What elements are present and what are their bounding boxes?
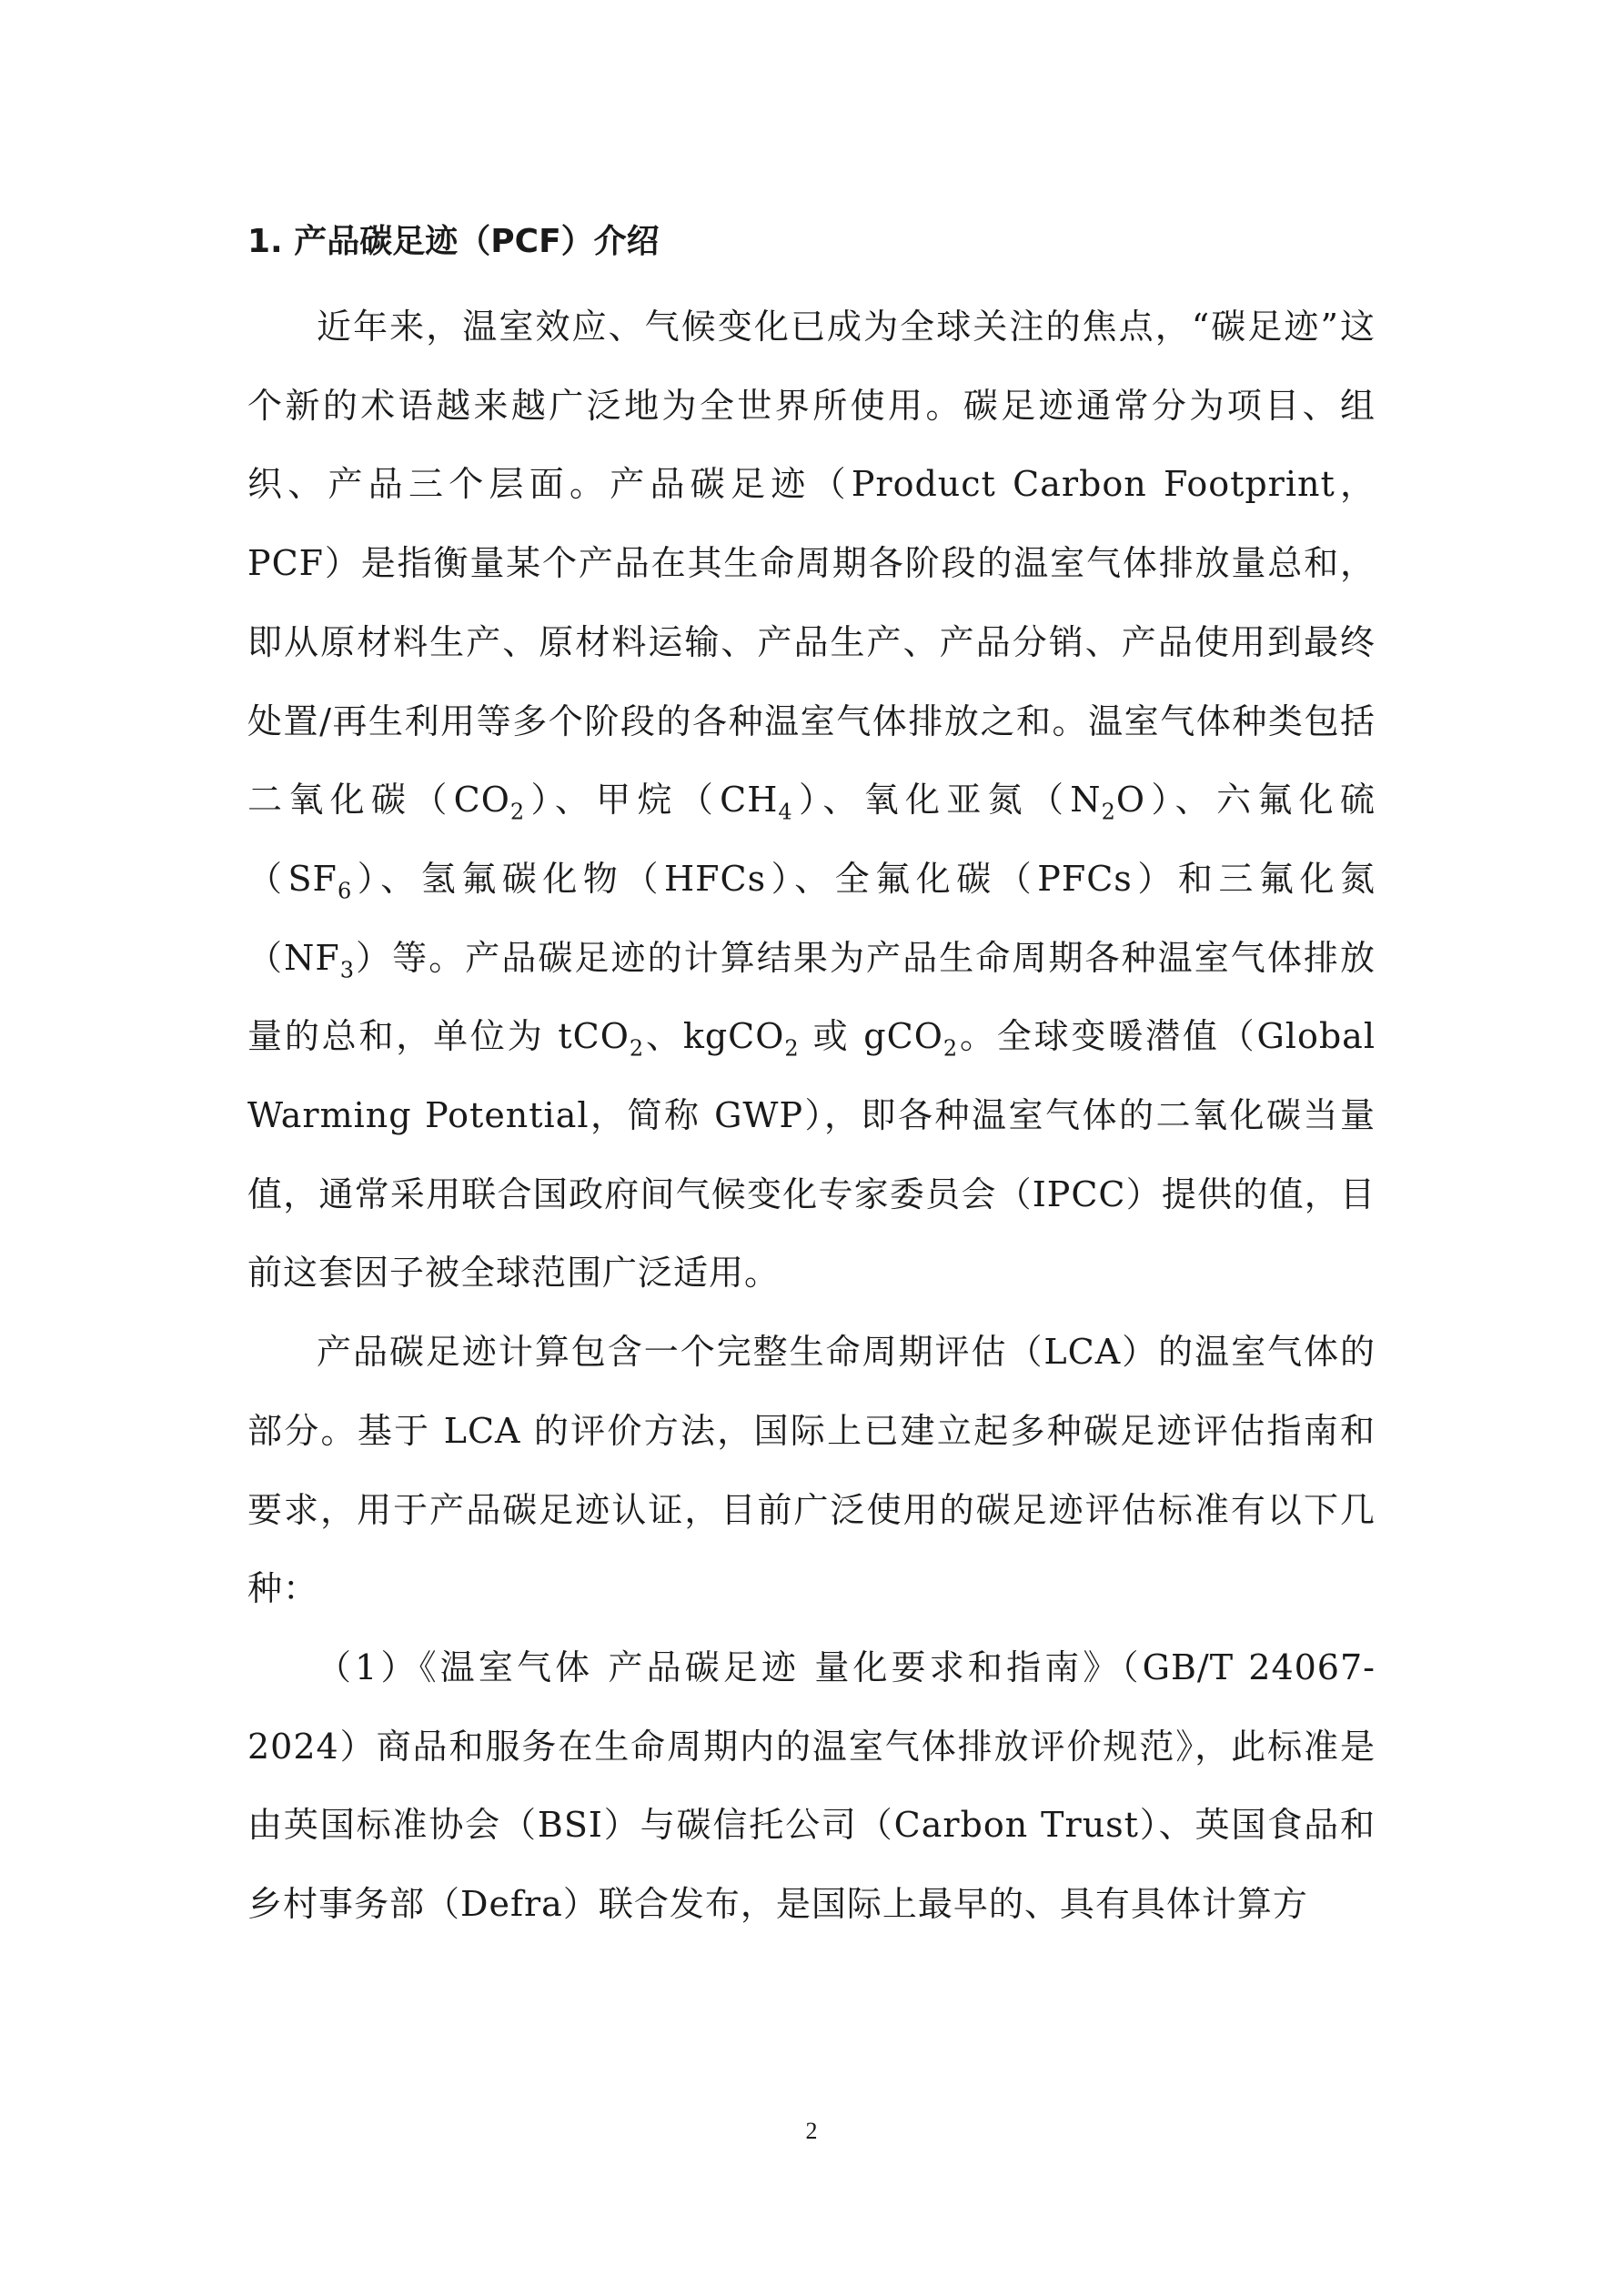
subscript: 2 <box>1101 799 1116 825</box>
subscript: 2 <box>943 1035 959 1062</box>
subscript: 2 <box>784 1035 800 1062</box>
subscript: 2 <box>629 1035 645 1062</box>
text-run: ）、氢氟碳化物（HFCs）、全氟化碳（PFCs）和三氟化氮（NF <box>247 858 1376 978</box>
text-run: 。全球变暖潜值（Global Warming Potential，简称 GWP），即各种温室气体的二氧化碳当量值，通常采用联合国政府间气候变化专家委员会（IPCC）提供的值，目前这套因子被全球范围广泛适用。 <box>247 1016 1376 1294</box>
text-run: ）等。产品碳足迹的计算结果为产品生命周期各种温室气体排放量的总和，单位为 tCO <box>247 937 1376 1057</box>
subscript: 2 <box>509 799 526 825</box>
paragraph-lca-standards: 产品碳足迹计算包含一个完整生命周期评估（LCA）的温室气体的部分。基于 LCA 的评价方法，国际上已建立起多种碳足迹评估指南和要求，用于产品碳足迹认证，目前广泛使用的碳足迹评估标准有以下几种： <box>247 1332 1376 1609</box>
document-body <box>247 207 1376 1944</box>
text-run: 近年来，温室效应、气候变化已成为全球关注的焦点，“碳足迹”这个新的术语越来越广泛地为全世界所使用。碳足迹通常分为项目、组织、产品三个层面。产品碳足迹（Product Carbon Footprint，PCF）是指衡量某个产品在其生命周期各阶段的温室气体排放量总和，即从原材料生产、原材料运输、产品生产、产品分销、产品使用到最终处置/再生利用等多个阶段的各种温室气体排放之和。温室气体种类包括二氧化碳（CO <box>247 307 1376 821</box>
subscript: 6 <box>337 878 353 904</box>
subscript: 3 <box>339 957 355 983</box>
text-run: ）、氧化亚氮（N <box>792 780 1102 821</box>
paragraph-pcf-intro <box>247 287 1376 1313</box>
text-run: 或 gCO <box>799 1016 943 1057</box>
text-run: ）、甲烷（CH <box>525 780 779 821</box>
subscript: 4 <box>778 799 793 825</box>
paragraph-standard-1: （1）《温室气体 产品碳足迹 量化要求和指南》（GB/T 24067-2024）商品和服务在生命周期内的温室气体排放评价规范》，此标准是由英国标准协会（BSI）与碳信托公司（Carbon Trust）、英国食品和乡村事务部（Defra）联合发布，是国际上最早的、具有具体计算方 <box>247 1646 1376 1925</box>
page-number: 2 <box>805 2118 818 2144</box>
section-heading: 1. 产品碳足迹（PCF）介绍 <box>247 223 660 260</box>
text-run: O）、六氟化硫（SF <box>247 780 1376 899</box>
text-run: 、kgCO <box>644 1016 785 1057</box>
